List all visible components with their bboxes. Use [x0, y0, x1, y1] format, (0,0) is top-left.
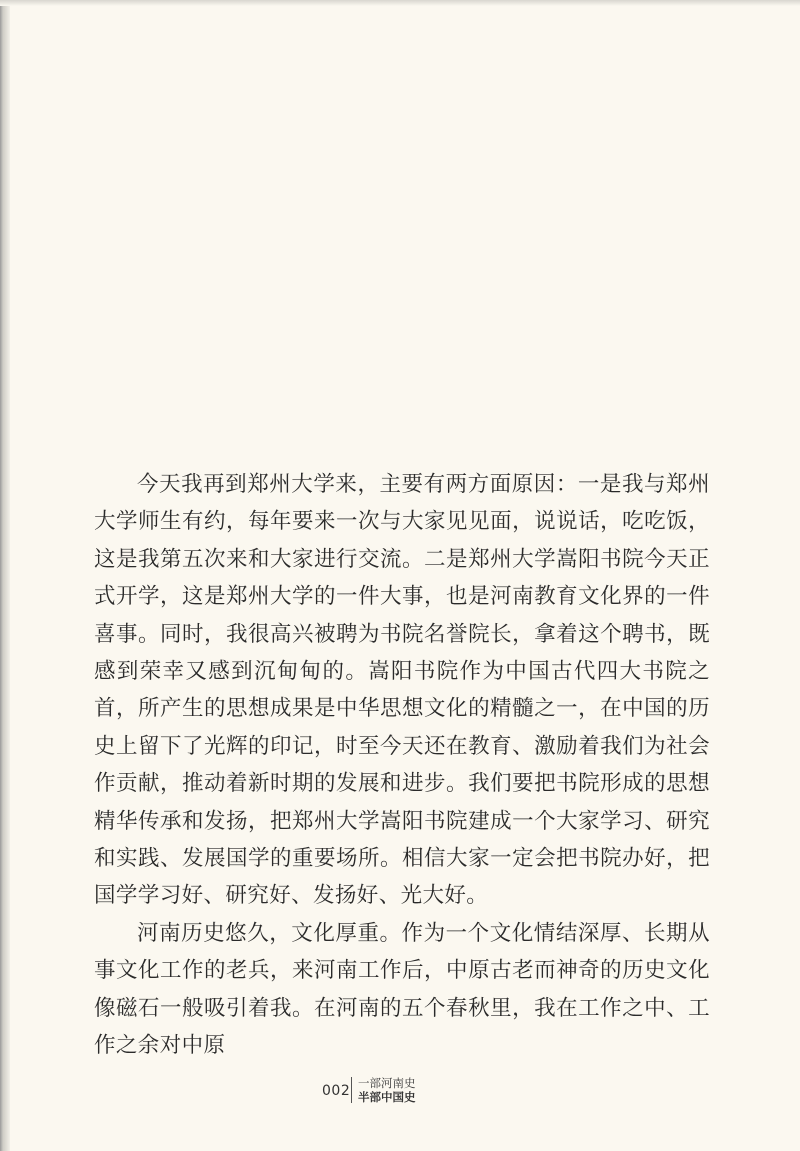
footer-divider	[351, 1077, 352, 1103]
running-title-line-2: 半部中国史	[358, 1090, 416, 1104]
paragraph-1: 今天我再到郑州大学来，主要有两方面原因：一是我与郑州大学师生有约，每年要来一次与大家见见面，说说话，吃吃饭，这是我第五次来和大家进行交流。二是郑州大学嵩阳书院今天正式开学，这是郑州大学的一件大事，也是河南教育文化界的一件喜事。同时，我很高兴被聘为书院名誉院长，拿着这个聘书，既感到荣幸又感到沉甸甸的。嵩阳书院作为中国古代四大书院之首，所产生的思想成果是中华思想文化的精髓之一，在中国的历史上留下了光辉的印记，时至今天还在教育、激励着我们为社会作贡献，推动着新时期的发展和进步。我们要把书院形成的思想精华传承和发扬，把郑州大学嵩阳书院建成一个大家学习、研究和实践、发展国学的重要场所。相信大家一定会把书院办好，把国学学习好、研究好、发扬好、光大好。	[94, 472, 710, 909]
running-title-line-1: 一部河南史	[358, 1076, 416, 1090]
body-text	[94, 466, 710, 1065]
paragraph-2: 河南历史悠久，文化厚重。作为一个文化情结深厚、长期从事文化工作的老兵，来河南工作后，中原古老而神奇的历史文化像磁石一般吸引着我。在河南的五个春秋里，我在工作之中、工作之余对中原	[94, 920, 710, 1059]
page-number: 002	[322, 1083, 351, 1099]
running-title	[358, 1076, 416, 1104]
